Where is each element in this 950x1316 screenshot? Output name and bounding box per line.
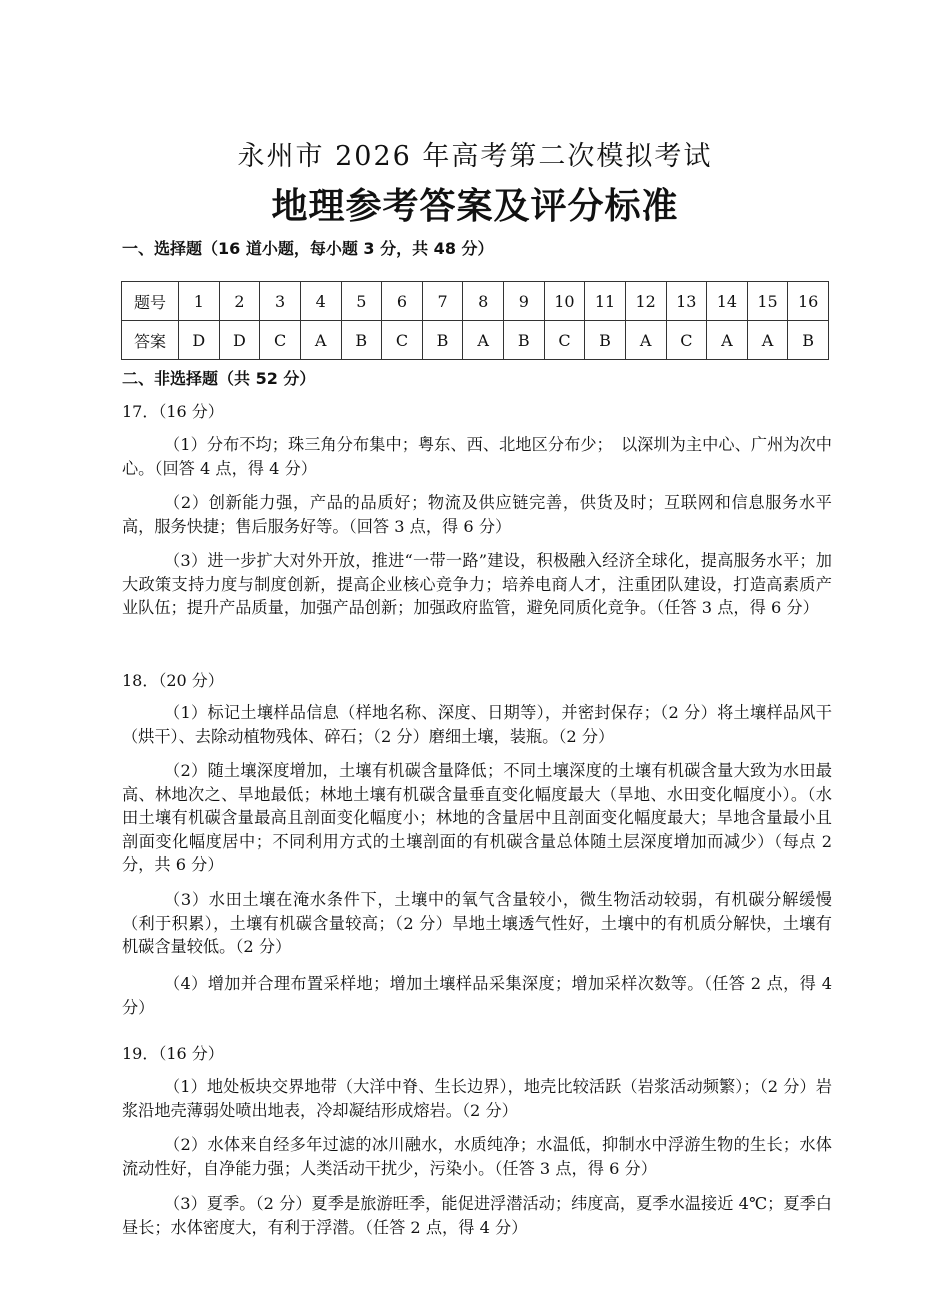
row-label-number: 题号 — [122, 282, 179, 321]
answer-table — [121, 281, 829, 360]
q19-answer-2: （2）水体来自经多年过滤的冰川融水，水质纯净；水温低，抑制水中浮游生物的生长；水体流动性好，自净能力强；人类活动干扰少，污染小。（任答 3 点，得 6 分） — [122, 1135, 832, 1178]
document-subtitle: 地理参考答案及评分标准 — [271, 186, 679, 227]
answer-cell: B — [422, 321, 463, 360]
q18-answer-2: （2）随土壤深度增加，土壤有机碳含量降低；不同土壤深度的土壤有机碳含量大致为水田最高、林地次之、旱地最低；林地土壤有机碳含量垂直变化幅度最大（旱地、水田变化幅度小）。（水田土壤有机碳含量最高且剖面变化幅度小；林地的含量居中且剖面变化幅度最大；旱地含量最小且剖面变化幅度居中；不同利用方式的土壤剖面的有机碳含量总体随土层深度增加而减少）（每点 2 分，共 6 分） — [122, 761, 832, 874]
answer-cell: D — [219, 321, 260, 360]
answer-cell: D — [179, 321, 220, 360]
answer-cell: C — [544, 321, 585, 360]
q18-answer-3: （3）水田土壤在淹水条件下，土壤中的氧气含量较小，微生物活动较弱，有机碳分解缓慢（利于积累），土壤有机碳含量较高；（2 分）旱地土壤透气性好，土壤中的有机质分解快，土壤有机碳含量较低。（2 分） — [122, 890, 832, 956]
q18-header: 18．（20 分） — [122, 671, 224, 690]
q17-header: 17．（16 分） — [122, 402, 224, 421]
answer-cell: C — [260, 321, 301, 360]
exam-title: 永州市 2026 年高考第二次模拟考试 — [237, 141, 713, 172]
q19-answer-3: （3）夏季。（2 分）夏季是旅游旺季，能促进浮潜活动；纬度高，夏季水温接近 4℃；夏季白昼长；水体密度大，有利于浮潜。（任答 2 点，得 4 分） — [122, 1194, 832, 1237]
q18-answer-4: （4）增加并合理布置采样地；增加土壤样品采集深度；增加采样次数等。（任答 2 点，得 4 分） — [122, 974, 832, 1017]
question-number: 13 — [666, 282, 707, 321]
question-number: 16 — [788, 282, 829, 321]
question-number: 6 — [382, 282, 423, 321]
question-number: 12 — [625, 282, 666, 321]
q18-answer-1: （1）标记土壤样品信息（样地名称、深度、日期等），并密封保存；（2 分）将土壤样品风干（烘干）、去除动植物残体、碎石；（2 分）磨细土壤，装瓶。（2 分） — [122, 703, 832, 746]
row-label-answer: 答案 — [122, 321, 179, 360]
question-number: 11 — [585, 282, 626, 321]
q17-answer-1: （1）分布不均；珠三角分布集中；粤东、西、北地区分布少； 以深圳为主中心、广州为次中心。（回答 4 点，得 4 分） — [122, 435, 832, 478]
question-number: 5 — [341, 282, 382, 321]
question-number: 2 — [219, 282, 260, 321]
answer-cell: C — [666, 321, 707, 360]
question-number: 9 — [504, 282, 545, 321]
question-number: 4 — [300, 282, 341, 321]
question-number: 8 — [463, 282, 504, 321]
question-number: 10 — [544, 282, 585, 321]
q17-answer-2: （2）创新能力强，产品的品质好；物流及供应链完善，供货及时；互联网和信息服务水平高，服务快捷；售后服务好等。（回答 3 点，得 6 分） — [122, 493, 832, 536]
question-number: 15 — [747, 282, 788, 321]
question-number: 7 — [422, 282, 463, 321]
answer-cell: B — [341, 321, 382, 360]
question-number: 1 — [179, 282, 220, 321]
q17-answer-3: （3）进一步扩大对外开放，推进“一带一路”建设，积极融入经济全球化，提高服务水平；加大政策支持力度与制度创新，提高企业核心竞争力；培养电商人才，注重团队建设，打造高素质产业队伍；提升产品质量，加强产品创新；加强政府监管，避免同质化竞争。（任答 3 点，得 6 分） — [122, 551, 832, 617]
number-row — [122, 282, 829, 321]
q19-answer-1: （1）地处板块交界地带（大洋中脊、生长边界），地壳比较活跃（岩浆活动频繁）；（2 分）岩浆沿地壳薄弱处喷出地表，冷却凝结形成熔岩。（2 分） — [122, 1077, 832, 1120]
answer-cell: A — [463, 321, 504, 360]
answer-cell: C — [382, 321, 423, 360]
answer-cell: A — [300, 321, 341, 360]
answer-cell: A — [747, 321, 788, 360]
q19-header: 19．（16 分） — [122, 1044, 224, 1063]
section1-heading: 一、选择题（16 道小题，每小题 3 分，共 48 分） — [122, 239, 494, 258]
answer-cell: A — [625, 321, 666, 360]
answer-cell: B — [504, 321, 545, 360]
answer-row — [122, 321, 829, 360]
answer-cell: B — [585, 321, 626, 360]
question-number: 14 — [707, 282, 748, 321]
answer-cell: A — [707, 321, 748, 360]
section2-heading: 二、非选择题（共 52 分） — [122, 369, 316, 388]
question-number: 3 — [260, 282, 301, 321]
answer-cell: B — [788, 321, 829, 360]
